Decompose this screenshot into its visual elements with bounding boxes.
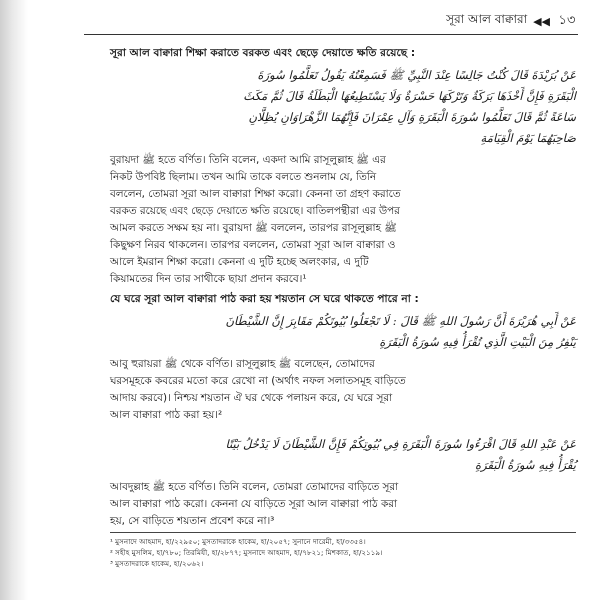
- bengali-line: আলে ইমরান শিক্ষা করো। কেননা এ দুটি হচ্ছে অলংকার, এ দুটি: [110, 256, 369, 268]
- page-content: [110, 46, 576, 534]
- bengali-line: বললেন, তোমরা সূরা আল বাক্বারা শিক্ষা করো। কেননা তা গ্রহণ করাতে: [110, 188, 401, 200]
- bengali-line: বুরায়দা ﷺ হতে বর্ণিত। তিনি বলেন, একদা আমি রাসূলুল্লাহ ﷺ এর: [110, 154, 386, 166]
- bengali-line: কিয়ামতের দিন তার সাথীকে ছায়া প্রদান করবে।¹: [110, 273, 307, 285]
- bengali-line: ঘরসমূহকে কবরের মতো করে রেখো না (অর্থাৎ নফল সলাতসমূহ বাড়িতে: [110, 375, 406, 387]
- arabic-hadith-text: [110, 434, 576, 476]
- bengali-translation: [110, 356, 576, 424]
- bengali-line: হয়, সে বাড়িতে শয়তান প্রবেশ করে না।³: [110, 515, 275, 527]
- arabic-line: صَاحِبَهُمَا يَوْمَ الْقِيَامَةِ: [480, 131, 576, 145]
- arabic-line: يُقْرَأُ فِيهِ سُورَةُ الْبَقَرَةِ: [475, 458, 576, 472]
- arabic-line: عَنْ بُرَيْدَةَ قَالَ كُنْتُ جَالِسًا عِنْدَ النَّبِيِّ ﷺ فَسَمِعْتُهُ يَقُولُ تَعَلَّمُوا سُورَةَ: [257, 68, 576, 82]
- bengali-line: আদায় করবে)। নিশ্চয় শয়তান ঐ ঘর থেকে পলায়ন করে, যে ঘরে সূরা: [110, 392, 393, 404]
- section-heading: যে ঘরে সূরা আল বাক্বারা পাঠ করা হয় শয়তান সে ঘরে থাকতে পারে না :: [110, 293, 419, 305]
- arabic-line: الْبَقَرَةِ فَإِنَّ أَخْذَهَا بَرَكَةٌ وَتَرْكَهَا حَسْرَةٌ وَلَا يَسْتَطِيعُهَا الْبَطَلَةُ قَالَ ثُمَّ مَكَثَ: [243, 89, 576, 103]
- section-3: [110, 434, 576, 530]
- section-heading: সূরা আল বাক্বারা শিক্ষা করাতে বরকত এবং ছেড়ে দেয়াতে ক্ষতি রয়েছে :: [110, 47, 416, 59]
- bengali-line: আল বাক্বারা পাঠ করো। কেননা যে বাড়িতে সূরা আল বাক্বারা পাঠ করা: [110, 498, 398, 510]
- page-number: ১৩: [558, 12, 576, 28]
- running-title: সূরা আল বাক্বারা: [446, 12, 528, 26]
- arabic-line: عَنْ عَبْدِ اللهِ قَالَ اقْرَءُوا سُورَةَ الْبَقَرَةِ فِي بُيُوتِكُمْ فَإِنَّ الشَّيْطَانَ لَا يَدْخُلُ بَيْتًا: [225, 437, 576, 451]
- header-arrows-icon: ◀◀: [533, 14, 550, 28]
- bengali-translation: [110, 479, 576, 530]
- footnote: ³ মুসতাদরাকে হাকেম, হা/২০৬২।: [110, 559, 204, 568]
- bengali-line: আবু হুরায়রা ﷺ থেকে বর্ণিত। রাসূলুল্লাহ ﷺ বলেছেন, তোমাদের: [110, 358, 375, 370]
- page-gutter-shadow: [0, 0, 28, 600]
- arabic-hadith-text: [110, 65, 576, 149]
- bengali-line: বরকত রয়েছে এবং ছেড়ে দেয়াতে ক্ষতি রয়েছে। বাতিলপন্থীরা এর উপর: [110, 205, 400, 217]
- bengali-line: আমল করতে সক্ষম হয় না। বুরায়দা ﷺ বললেন, তারপর রাসূলুল্লাহ ﷺ: [110, 222, 397, 234]
- footnote: ² সহীহ মুসলিম, হা/৭৮০; তিরমিযী, হা/২৮৭৭; মুসনাদে আহমাদ, হা/৭৮২১; মিশকাত, হা/২১১৯।: [110, 548, 383, 557]
- bengali-line: আবদুল্লাহ ﷺ হতে বর্ণিত। তিনি বলেন, তোমরা তোমাদের বাড়িতে সূরা: [110, 481, 399, 493]
- bengali-line: কিছুক্ষণ নিরব থাকলেন। তারপর বললেন, তোমরা সূরা আল বাক্বারা ও: [110, 239, 396, 251]
- arabic-line: سَاعَةً ثُمَّ قَالَ تَعَلَّمُوا سُورَةَ الْبَقَرَةِ وَآلِ عِمْرَانَ فَإِنَّهُمَا الزَّهْرَاوَانِ يُظِلَّانِ: [248, 110, 576, 124]
- bengali-line: আল বাক্বারা পাঠ করা হয়।²: [110, 409, 223, 421]
- footnote: ¹ মুসনাদে আহমাদ, হা/২২৯৫০; মুসতাদরাকে হাকেম, হা/২০৫৭; সুনানে দারেমী, হা/৩৩৫৪।: [110, 537, 366, 546]
- bengali-line: নিকট উপবিষ্ট ছিলাম। তখন আমি তাকে বলতে শুনলাম যে, তিনি: [110, 171, 377, 183]
- arabic-hadith-text: [110, 311, 576, 353]
- bengali-translation: [110, 152, 576, 288]
- running-header: [84, 8, 578, 35]
- arabic-line: عَنْ أَبِي هُرَيْرَةَ أَنَّ رَسُولَ اللهِ ﷺ قَالَ : لَا تَجْعَلُوا بُيُوتَكُمْ مَقَابِرَ إِنَّ الشَّيْطَانَ: [225, 314, 576, 328]
- section-2: [110, 292, 576, 424]
- footnotes: [110, 532, 576, 569]
- arabic-line: يَنْفِرُ مِنَ الْبَيْتِ الَّذِي تُقْرَأُ فِيهِ سُورَةُ الْبَقَرَةِ: [379, 335, 576, 349]
- section-1: [110, 46, 576, 288]
